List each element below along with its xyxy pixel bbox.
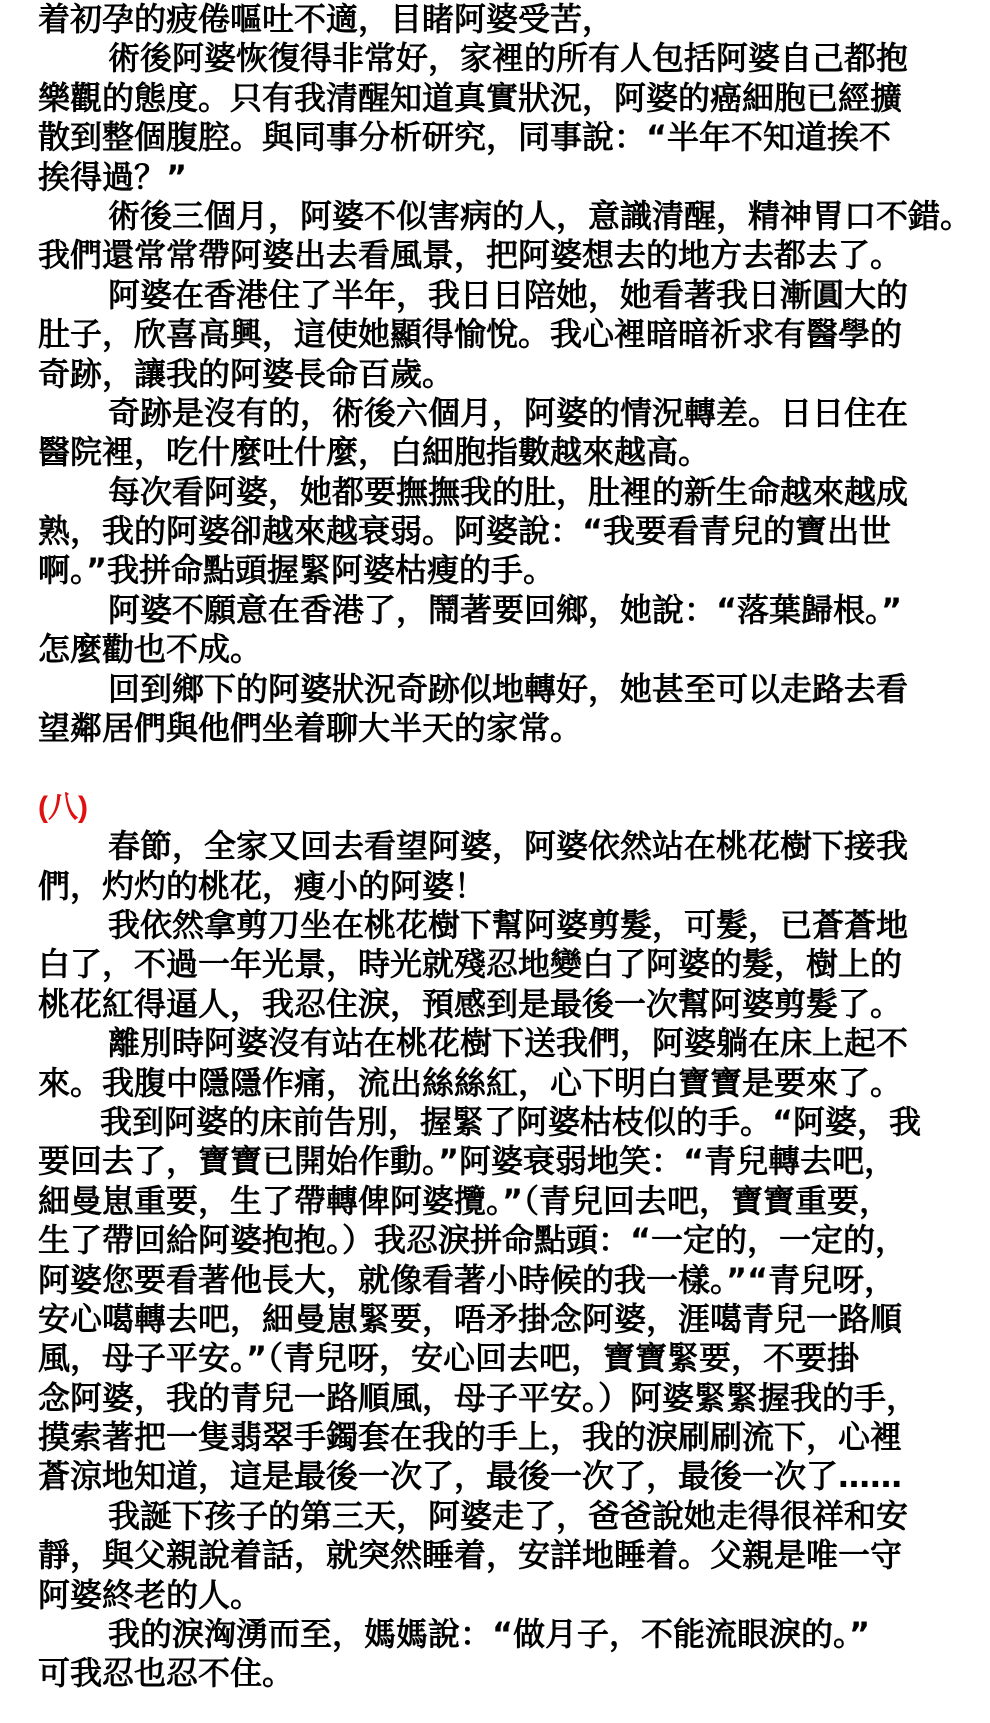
text-line: 醫院裡，吃什麼吐什麼，白細胞指數越來越高。	[38, 433, 711, 472]
paragraph-start-line: 奇跡是沒有的，術後六個月，阿婆的情況轉差。日日住在	[108, 393, 909, 432]
text-line: 可我忍也忍不住。	[38, 1654, 295, 1693]
text-line: 阿婆終老的人。	[38, 1575, 263, 1614]
text-line: 着初孕的疲倦嘔吐不適，目睹阿婆受苦，	[38, 0, 615, 38]
text-line: 阿婆您要看著他長大，就像看著小時候的我一樣。”“青兒呀，	[38, 1260, 897, 1299]
text-line: 摸索著把一隻翡翠手鐲套在我的手上，我的淚刷刷流下，心裡	[38, 1418, 903, 1457]
paragraph-start-line: 每次看阿婆，她都要撫撫我的肚，肚裡的新生命越來越成	[108, 472, 909, 511]
text-line: 們，灼灼的桃花，瘦小的阿婆！	[38, 866, 487, 905]
text-line: 望鄰居們與他們坐着聊大半天的家常。	[38, 709, 583, 748]
text-line: 奇跡，讓我的阿婆長命百歲。	[38, 354, 455, 393]
text-line: 蒼涼地知道，這是最後一次了，最後一次了，最後一次了……	[38, 1457, 903, 1496]
paragraph-start-line: 我依然拿剪刀坐在桃花樹下幫阿婆剪髮，可髮，已蒼蒼地	[108, 905, 909, 944]
text-line: 啊。”我拼命點頭握緊阿婆枯瘦的手。	[38, 551, 556, 590]
paragraph-start-line: 春節，全家又回去看望阿婆，阿婆依然站在桃花樹下接我	[108, 827, 909, 866]
paragraph-start-line: 我到阿婆的床前告別，握緊了阿婆枯枝似的手。“阿婆，我	[100, 1102, 922, 1141]
paragraph-start-line: 我的淚洶湧而至，媽媽說：“做月子，不能流眼淚的。”	[108, 1615, 871, 1654]
text-line: 安心噶轉去吧，細曼崽緊要，唔矛掛念阿婆，涯噶青兒一路順	[38, 1299, 903, 1338]
text-line: 來。我腹中隱隱作痛，流出絲絲紅，心下明白寶寶是要來了。	[38, 1063, 903, 1102]
paragraph-start-line: 離別時阿婆沒有站在桃花樹下送我們，阿婆躺在床上起不	[108, 1024, 909, 1063]
text-line: 散到整個腹腔。與同事分析研究，同事說：“半年不知道挨不	[38, 118, 892, 157]
text-line: 細曼崽重要，生了帶轉俾阿婆攬。”（青兒回去吧，寶寶重要，	[38, 1181, 892, 1220]
text-line: 肚子，欣喜高興，這使她顯得愉悅。我心裡暗暗祈求有醫學的	[38, 315, 903, 354]
section-heading: (八)	[38, 790, 88, 824]
text-line: 要回去了，寶寶已開始作動。”阿婆衰弱地笑：“青兒轉去吧，	[38, 1142, 897, 1181]
text-line: 怎麼勸也不成。	[38, 630, 263, 669]
document-page	[38, 0, 990, 1694]
paragraph-start-line: 我誕下孩子的第三天，阿婆走了，爸爸說她走得很祥和安	[108, 1496, 909, 1535]
text-line: 樂觀的態度。只有我清醒知道真實狀況，阿婆的癌細胞已經擴	[38, 78, 903, 117]
paragraph-start-line: 阿婆不願意在香港了，鬧著要回鄉，她說：“落葉歸根。”	[108, 590, 903, 629]
text-line: 我們還常常帶阿婆出去看風景，把阿婆想去的地方去都去了。	[38, 236, 903, 275]
text-line: 念阿婆，我的青兒一路順風，母子平安。）阿婆緊緊握我的手，	[38, 1378, 919, 1417]
text-line: 風，母子平安。”（青兒呀，安心回去吧，寶寶緊要，不要掛	[38, 1339, 860, 1378]
paragraph-start-line: 阿婆在香港住了半年，我日日陪她，她看著我日漸圓大的	[108, 275, 909, 314]
paragraph-start-line: 回到鄉下的阿婆狀況奇跡似地轉好，她甚至可以走路去看	[108, 669, 909, 708]
text-line: 白了，不過一年光景，時光就殘忍地變白了阿婆的髮，樹上的	[38, 945, 903, 984]
text-line: 靜，與父親說着話，就突然睡着，安詳地睡着。父親是唯一守	[38, 1536, 903, 1575]
text-line: 挨得過？”	[38, 157, 188, 196]
section-spacer	[38, 748, 990, 787]
text-line: 生了帶回給阿婆抱抱。）我忍淚拼命點頭：“一定的，一定的，	[38, 1221, 908, 1260]
paragraph-start-line: 術後三個月，阿婆不似害病的人，意識清醒，精神胃口不錯。	[108, 196, 973, 235]
text-line: 桃花紅得逼人，我忍住淚，預感到是最後一次幫阿婆剪髮了。	[38, 984, 903, 1023]
paragraph-start-line: 術後阿婆恢復得非常好，家裡的所有人包括阿婆自己都抱	[108, 39, 909, 78]
text-line: 熟，我的阿婆卻越來越衰弱。阿婆說：“我要看青兒的寶出世	[38, 512, 892, 551]
